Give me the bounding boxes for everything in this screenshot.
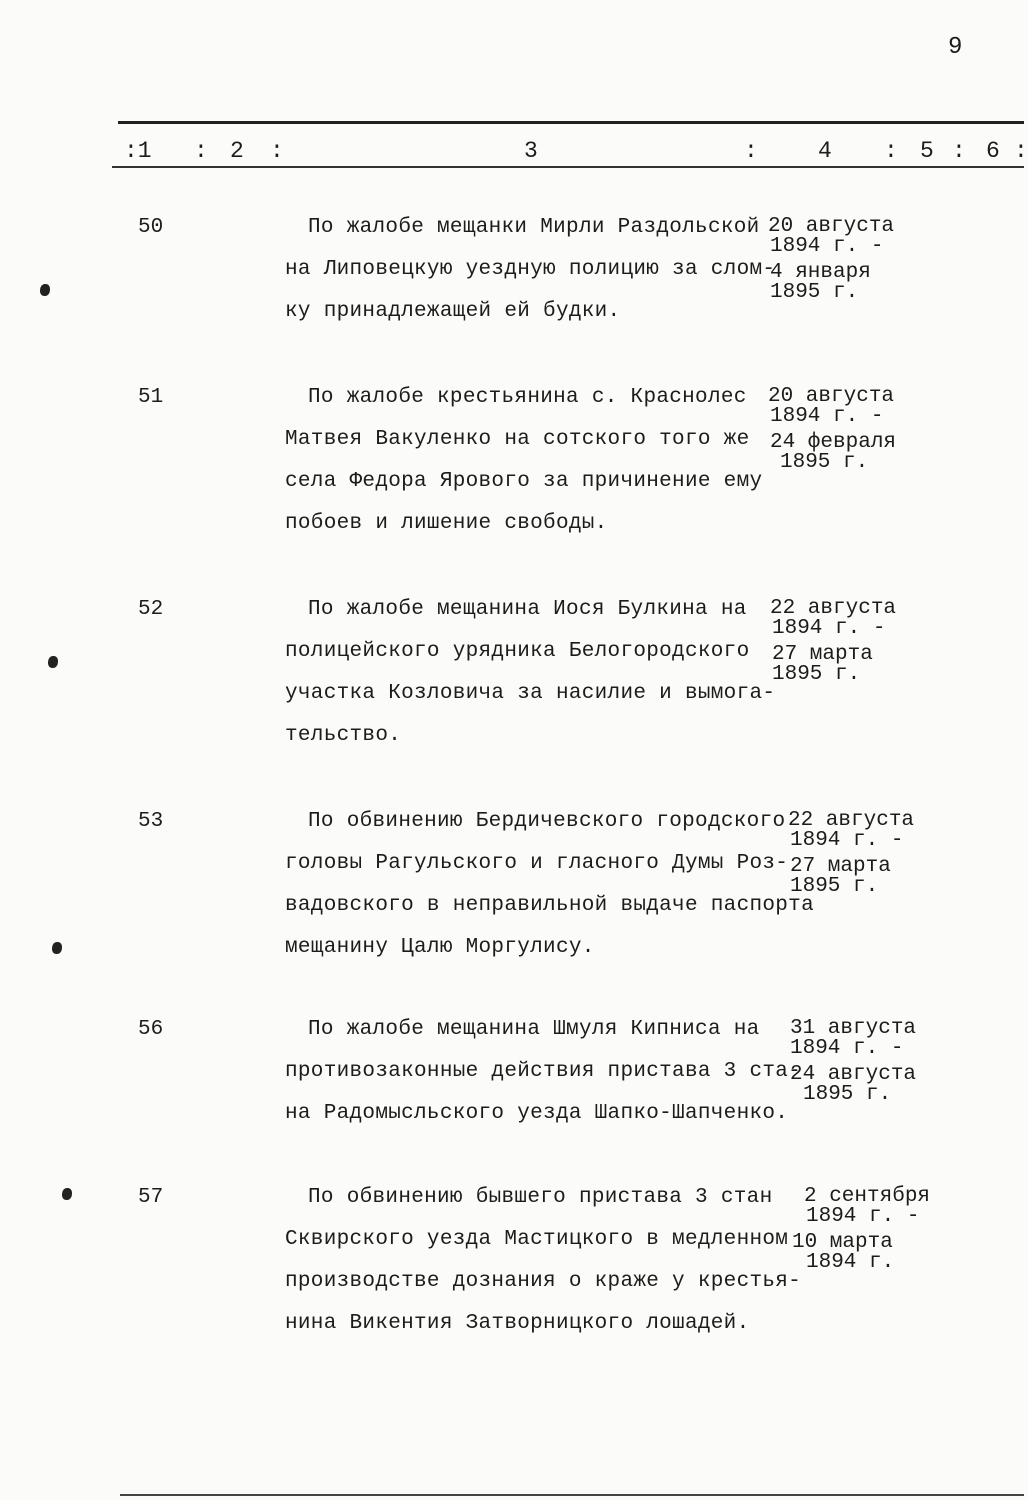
column-header-cell: : xyxy=(194,138,208,164)
entry-text-line: головы Рагульского и гласного Думы Роз- xyxy=(285,852,789,875)
column-header-cell: :1 xyxy=(124,138,152,164)
entry-text-line: вадовского в неправильной выдаче паспорта xyxy=(285,894,814,917)
entry-text-line: Матвея Вакуленко на сотского того же xyxy=(285,428,750,451)
column-header-cell: : xyxy=(884,138,898,164)
entry-date-line: 1895 г. xyxy=(770,281,859,304)
entry-number: 57 xyxy=(138,1186,164,1209)
column-header-cell: 6 xyxy=(986,138,1000,164)
entry-date-line: 1895 г. xyxy=(780,451,869,474)
entry-text-line: мещанину Цалю Моргулису. xyxy=(285,936,595,959)
entry-date-line: 1894 г. - xyxy=(790,1037,904,1060)
column-header-cell: : xyxy=(270,138,284,164)
entry-text-line: По жалобе мещанина Шмуля Кипниса на xyxy=(308,1018,760,1041)
entry-number: 52 xyxy=(138,598,164,621)
entry-text-line: По жалобе крестьянина с. Краснолес xyxy=(308,386,747,409)
entry-date-line: 1895 г. xyxy=(790,875,879,898)
hole-punch-mark xyxy=(48,656,58,668)
column-header-cell: 2 xyxy=(230,138,244,164)
entry-number: 53 xyxy=(138,810,164,833)
entry-text-line: По жалобе мещанки Мирли Раздольской xyxy=(308,216,760,239)
header-bottom-rule xyxy=(112,166,1024,168)
entry-text-line: противозаконные действия пристава 3 ста- xyxy=(285,1060,802,1083)
hole-punch-mark xyxy=(62,1188,72,1200)
entry-number: 56 xyxy=(138,1018,164,1041)
page-number: 9 xyxy=(948,34,963,61)
entry-date-line: 31 августа xyxy=(790,1017,917,1040)
entry-date-line: 1894 г. - xyxy=(770,405,884,428)
entry-date-line: 27 марта xyxy=(772,643,873,666)
column-header-cell: : xyxy=(744,138,758,164)
entry-date-line: 24 августа xyxy=(790,1063,917,1086)
entry-date-line: 1894 г. xyxy=(806,1251,895,1274)
entry-date-line: 22 августа xyxy=(770,597,897,620)
entry-date-line: 4 января xyxy=(770,261,871,284)
entry-text-line: Сквирского уезда Мастицкого в медленном xyxy=(285,1228,789,1251)
entry-date-line: 1894 г. - xyxy=(770,235,884,258)
entry-text-line: на Радомысльского уезда Шапко-Шапченко. xyxy=(285,1102,789,1125)
entry-text-line: производстве дознания о краже у крестья- xyxy=(285,1270,802,1293)
entry-text-line: побоев и лишение свободы. xyxy=(285,512,608,535)
entry-date-line: 1895 г. xyxy=(803,1083,892,1106)
entry-date-line: 24 февраля xyxy=(770,431,897,454)
entry-text-line: полицейского урядника Белогородского xyxy=(285,640,750,663)
entry-text-line: села Федора Ярового за причинение ему xyxy=(285,470,763,493)
hole-punch-mark xyxy=(52,942,62,954)
entry-number: 50 xyxy=(138,216,164,239)
entry-text-line: По обвинению Бердичевского городского xyxy=(308,810,786,833)
page-bottom-rule xyxy=(120,1494,1024,1496)
column-header-cell: 3 xyxy=(524,138,538,164)
entry-text-line: нина Викентия Затворницкого лошадей. xyxy=(285,1312,750,1335)
entry-date-line: 2 сентября xyxy=(804,1185,931,1208)
entry-text-line: По обвинению бывшего пристава 3 стан xyxy=(308,1186,773,1209)
entry-text-line: на Липовецкую уездную полицию за слом- xyxy=(285,258,776,281)
entry-text-line: По жалобе мещанина Иося Булкина на xyxy=(308,598,747,621)
entry-date-line: 1895 г. xyxy=(772,663,861,686)
column-header-cell: 5 xyxy=(920,138,934,164)
entry-date-line: 1894 г. - xyxy=(790,829,904,852)
column-header-cell: 4 xyxy=(818,138,832,164)
entry-text-line: тельство. xyxy=(285,724,402,747)
column-header-cell: : xyxy=(1014,138,1028,164)
entry-date-line: 1894 г. - xyxy=(772,617,886,640)
hole-punch-mark xyxy=(40,284,50,296)
entry-date-line: 27 марта xyxy=(790,855,891,878)
entry-text-line: участка Козловича за насилие и вымога- xyxy=(285,682,776,705)
entry-date-line: 1894 г. - xyxy=(806,1205,920,1228)
entry-date-line: 22 августа xyxy=(788,809,915,832)
entry-date-line: 20 августа xyxy=(768,215,895,238)
entry-date-line: 10 марта xyxy=(792,1231,893,1254)
header-top-rule xyxy=(118,121,1024,124)
column-header-cell: : xyxy=(952,138,966,164)
entry-date-line: 20 августа xyxy=(768,385,895,408)
entry-text-line: ку принадлежащей ей будки. xyxy=(285,300,621,323)
entry-number: 51 xyxy=(138,386,164,409)
